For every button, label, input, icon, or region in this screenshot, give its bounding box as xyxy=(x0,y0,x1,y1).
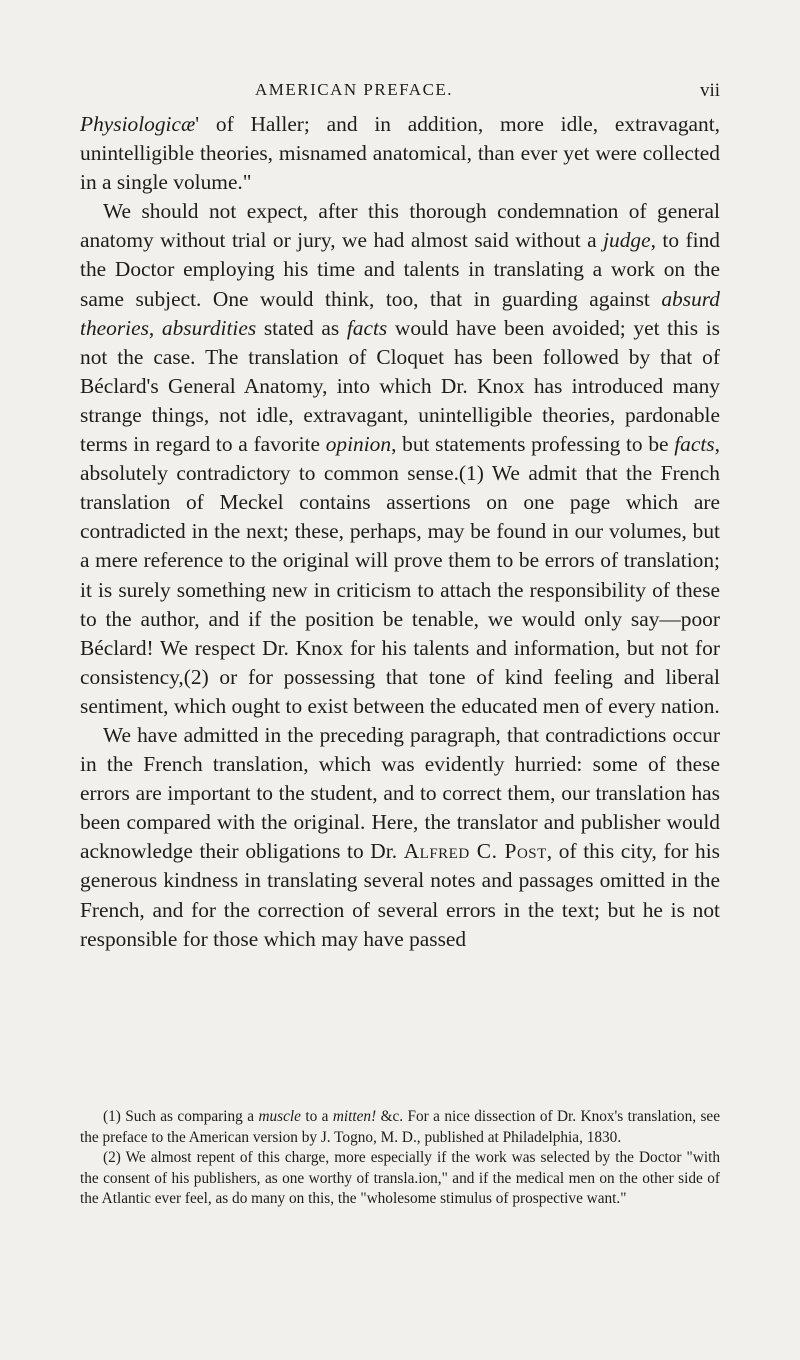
small-caps-name: Alfred C. Post xyxy=(403,839,547,864)
running-title: AMERICAN PREFACE. xyxy=(255,80,454,99)
footnote-2: (2) We almost repent of this charge, more especially if the work was selected by the Doctor "with the consent of his publishers, as one worthy of transla.ion," and if the medical men on the other side of the Atlantic ever feel, as do many on this, the "wholesome stimulus of prospective want." xyxy=(80,1149,720,1208)
text-run: , of this city, for his generous kindness in translating several notes and passages omitted in the French, and for the correction of several errors in the text; but he is not responsible for those which may have passed xyxy=(80,839,721,951)
paragraph-acknowledgement xyxy=(80,721,720,954)
page-number: vii xyxy=(699,80,720,101)
italic-text: facts xyxy=(346,315,388,340)
text-run: We have admitted in the preceding paragraph, that contradictions occur in the French translation, which was evidently hurried: some of these errors are important to the student, and to correct them, our translation has been compared with the original. Here, the translator and publisher would acknowledge their obligations to Dr. xyxy=(80,722,720,864)
italic-text: facts xyxy=(674,432,715,457)
body-text xyxy=(80,110,720,954)
text-run: would have been avoided; yet this is not the case. The translation of Cloquet has been followed by that of Béclard's General Anatomy, into which Dr. Knox has introduced many strange things, not idle, extravagant, unintelligible theories, pardonable terms in regard to a favorite xyxy=(80,315,720,457)
text-run: stated as xyxy=(256,315,347,340)
text-run: &c. For a nice dissection of Dr. Knox's translation, see the preface to the American version by J. Togno, M. D., published at Philadelphia, 1830. xyxy=(80,1108,720,1146)
footnote-1 xyxy=(80,1107,720,1148)
italic-text: mitten! xyxy=(332,1108,377,1125)
italic-text: muscle xyxy=(258,1108,301,1125)
text-run: We should not expect, after this thorough condemnation of general anatomy without trial or jury, we had almost said without a xyxy=(80,199,720,253)
paragraph-condemnation xyxy=(80,197,720,721)
text-run: , to find the Doctor employing his time and talents in translating a work on the same subject. One would think, too, that in guarding against xyxy=(80,228,720,311)
text-run: ' of Haller; and in addition, more idle, extravagant, unintelligible theories, misnamed anatomical, than ever yet were collected in a single volume." xyxy=(80,112,720,195)
italic-text: opinion xyxy=(325,432,392,457)
text-run: , absolutely contradictory to common sense.(1) We admit that the French translation of Meckel contains assertions on one page which are contradicted in the next; these, perhaps, may be found in our volumes, but a mere reference to the original will prove them to be errors of translation; it is surely something new in criticism to attach the responsibility of these to the author, and if the position be tenable, we would only say—poor Béclard! We respect Dr. Knox for his talents and information, but not for consistency,(2) or for possessing that tone of kind feeling and liberal sentiment, which ought to exist between the educated men of every nation. xyxy=(80,432,720,718)
italic-text: judge xyxy=(603,228,651,253)
text-run: (1) Such as comparing a xyxy=(103,1108,259,1125)
italic-text: absurd theories, absurdities xyxy=(80,286,720,340)
text-run: to a xyxy=(300,1108,333,1125)
text-run: , but statements professing to be xyxy=(391,432,675,457)
paragraph-continuation xyxy=(80,110,720,197)
page-header xyxy=(205,80,720,106)
italic-text: Physiologicæ xyxy=(80,112,196,136)
footnotes xyxy=(80,1107,720,1210)
